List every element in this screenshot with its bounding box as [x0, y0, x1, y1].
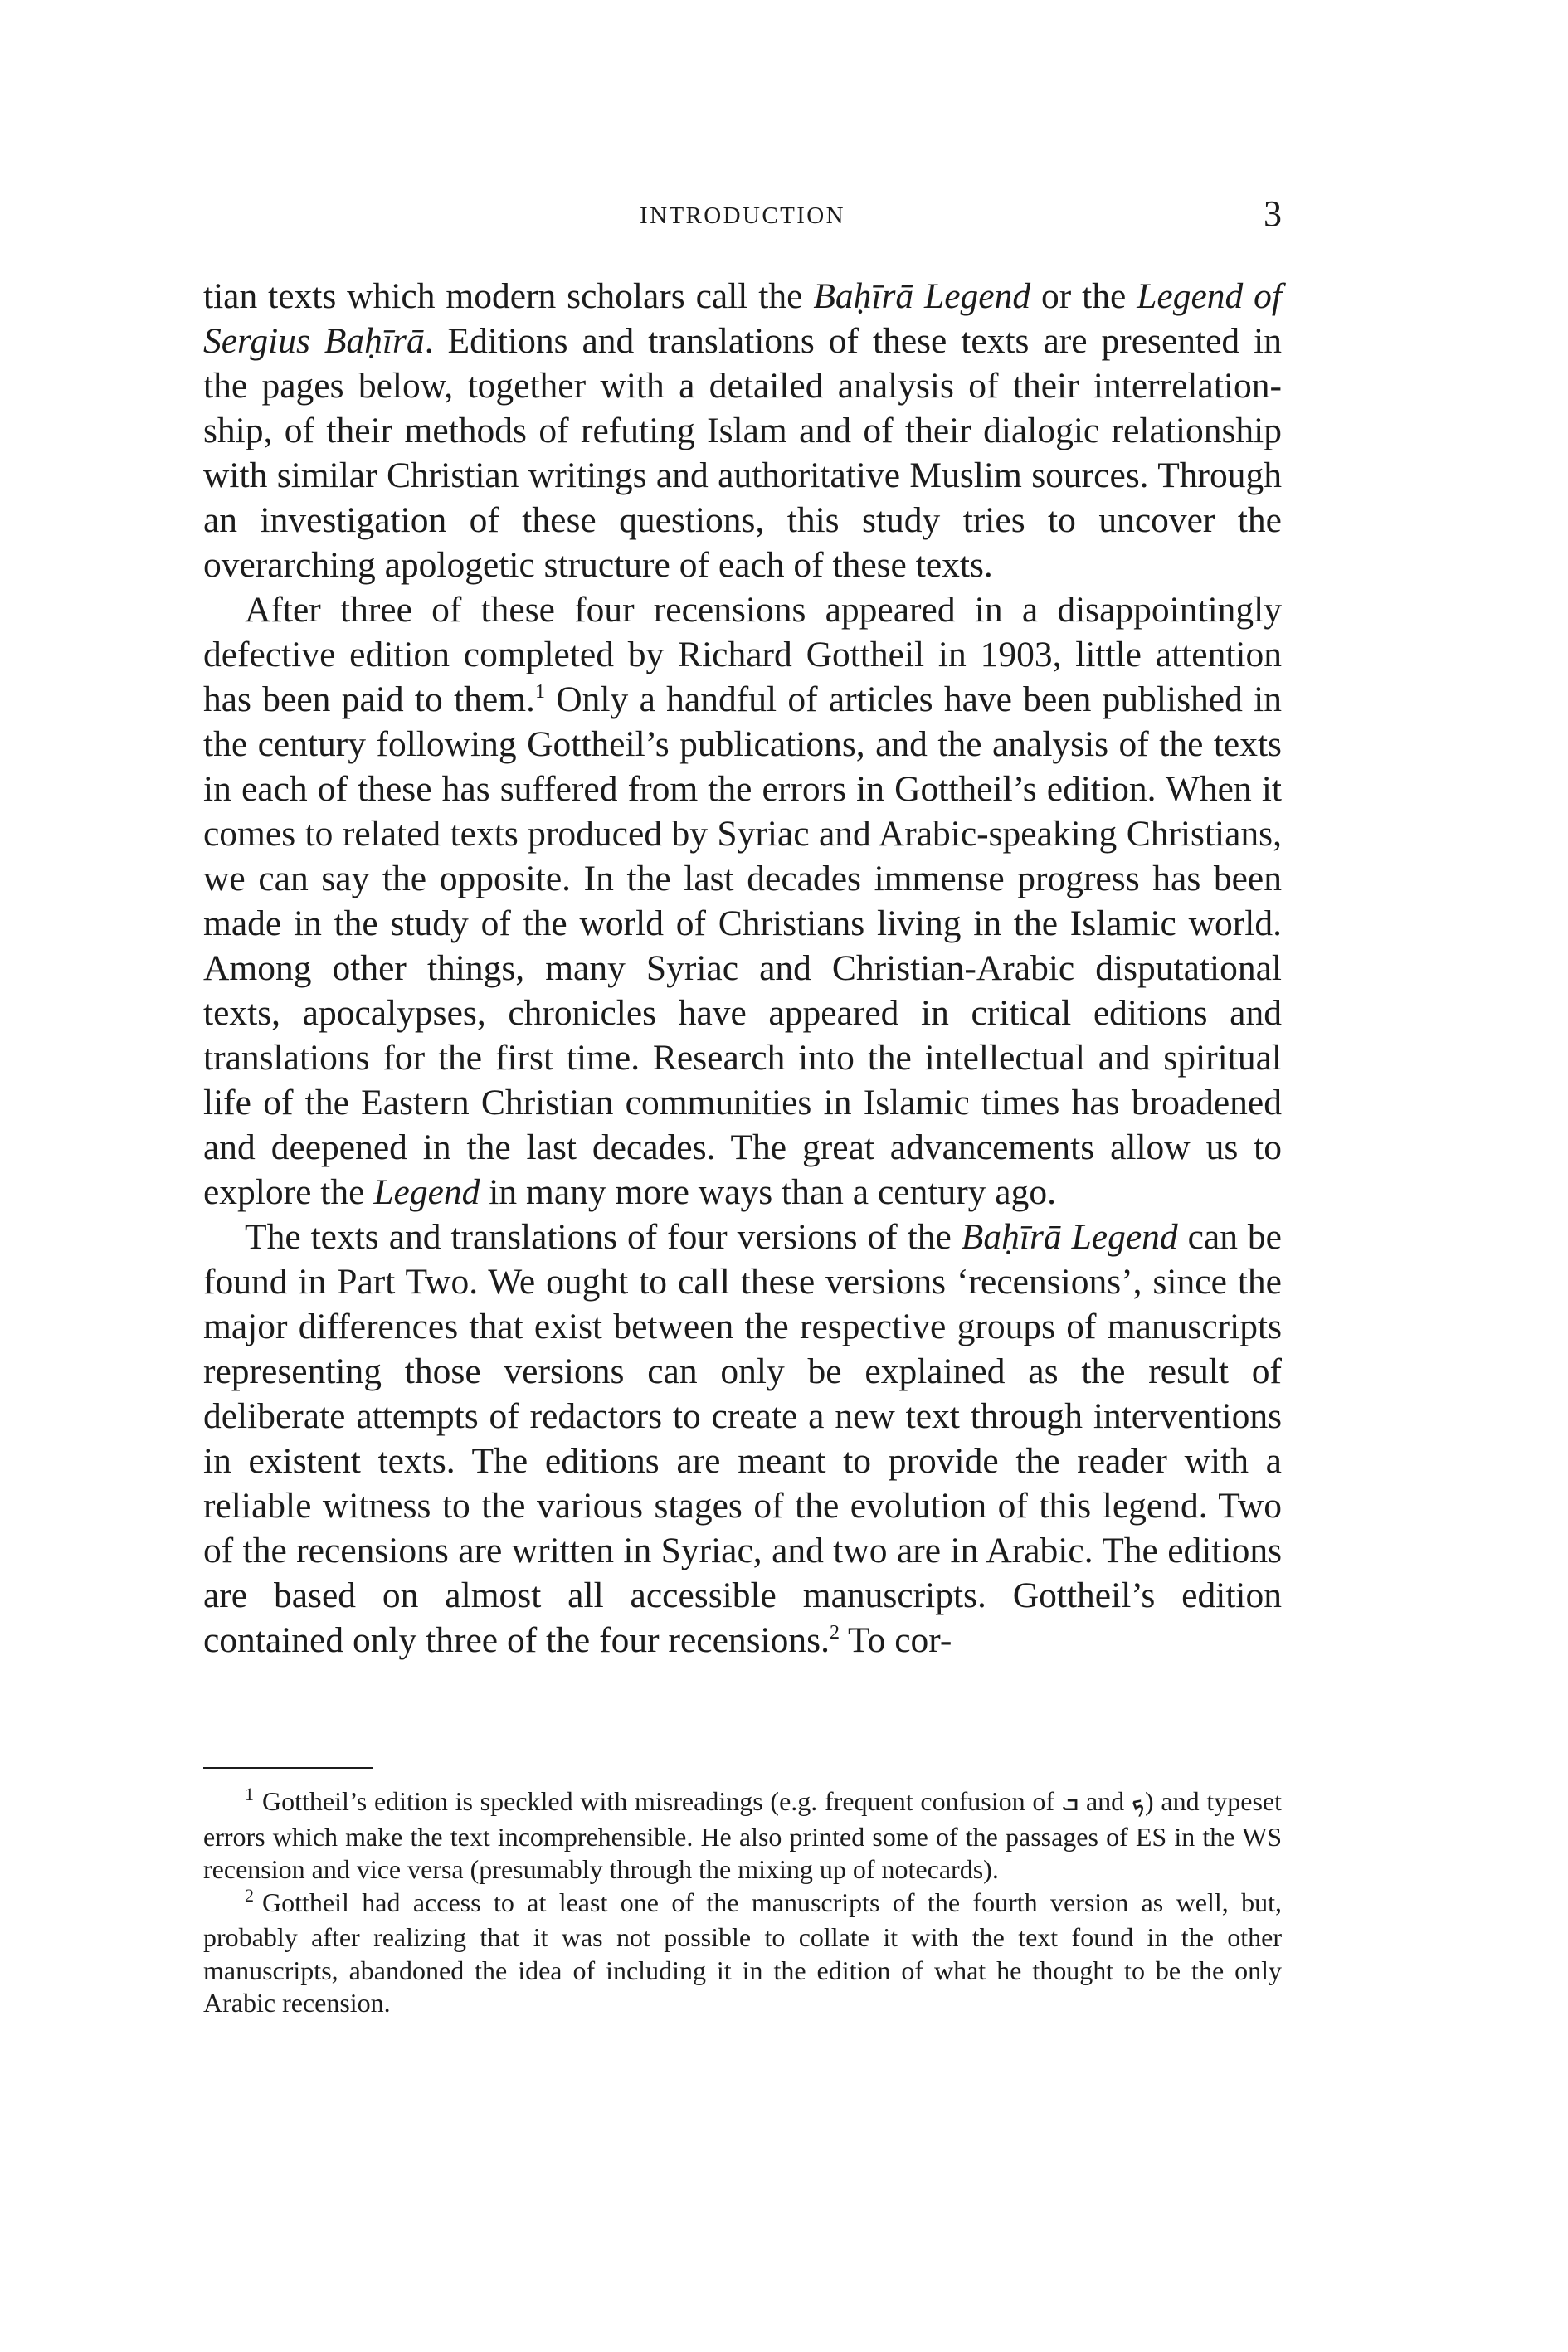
footnote-1	[203, 1785, 1282, 1887]
italic-title: Baḥīrā Legend	[961, 1217, 1178, 1257]
footnote-mark: 2	[245, 1884, 254, 1906]
syriac-letter-beth: ܒ	[1061, 1788, 1079, 1817]
text-run: tian texts which modern scholars call the	[203, 276, 814, 316]
footnote-ref-2[interactable]: 2	[829, 1622, 840, 1643]
text-run: . Editions and translations of these texts are presented in the pages below, together with a detailed analysis of their interrelationship, of their methods of refuting Islam and of their dialogic relationship with similar Christian writings and authoritative Muslim sources. Through an investigation of these questions, this study tries to uncover the overarching apologetic structure of each of these texts.	[203, 321, 1282, 585]
text-run: or the	[1030, 276, 1137, 316]
text-run: in many more ways than a century ago.	[480, 1172, 1056, 1212]
footnote-divider	[203, 1767, 373, 1769]
text-run: Only a handful of articles have been published in the century following Gottheil’s publications, and the analysis of the texts in each of these has suffered from the errors in Gottheil’s edition. When it comes to related texts produced by Syriac and Arabic-speaking Christians, we can say the opposite. In the last decades immense progress has been made in the study of the world of Christians living in the Islamic world. Among other things, many Syriac and Christian-Arabic disputational texts, apocalypses, chronicles have appeared in critical editions and translations for the first time. Research into the intellectual and spiritual life of the Eastern Christian communities in Islamic times has broadened and deepened in the last decades. The great advancements allow us to explore the	[203, 679, 1282, 1212]
paragraph-2	[203, 587, 1282, 1215]
paragraph-1	[203, 274, 1282, 587]
footnote-ref-1[interactable]: 1	[534, 681, 545, 703]
footnotes	[203, 1785, 1282, 2020]
italic-title: Legend	[373, 1172, 480, 1212]
syriac-letter-kaph: ܟ	[1131, 1788, 1146, 1817]
running-title: INTRODUCTION	[640, 202, 845, 229]
text-run: To cor-	[839, 1620, 952, 1660]
footnote-mark: 1	[245, 1784, 254, 1804]
running-head	[203, 192, 1282, 242]
italic-title: Baḥīrā Legend	[813, 276, 1031, 316]
page-number: 3	[1264, 193, 1282, 234]
italic-title: Legend of Sergius Baḥīrā	[203, 276, 1282, 361]
text-run: can be found in Part Two. We ought to call these versions ‘recensions’, since the major differences that exist between the respective groups of manuscripts representing those versions can only be explained as the result of deliberate attempts of redactors to create a new text through interventions in existent texts. The editions are meant to provide the reader with a reliable witness to the various stages of the evolution of this legend. Two of the recensions are written in Syriac, and two are in Arabic. The editions are based on almost all accessible manuscripts. Gottheil’s edition contained only three of the four recensions.	[203, 1217, 1282, 1660]
footnote-text: Gottheil had access to at least one of the manuscripts of the fourth version as well, but, probably after realizing that it was not possible to collate it with the text found in the other manuscripts, abandoned the idea of including it in the edition of what he thought to be the only Arabic recension.	[203, 1887, 1282, 2018]
text-run: The texts and translations of four versions of the	[245, 1217, 962, 1257]
footnote-2	[203, 1884, 1282, 2020]
footnote-text: and	[1079, 1786, 1132, 1816]
footnote-text: ) and typeset errors which make the text incomprehensible. He also printed some of the passages of ES in the WS recension and vice versa (presumably through the mixing up of notecards).	[203, 1786, 1283, 1884]
main-text	[203, 274, 1282, 1663]
footnote-text: Gottheil’s edition is speckled with misreadings (e.g. frequent confusion of	[262, 1786, 1062, 1816]
paragraph-3	[203, 1215, 1282, 1663]
text-run: After three of these four recensions appeared in a disappointingly defective edition completed by Richard Gottheil in 1903, little attention has been paid to them.	[203, 590, 1282, 719]
